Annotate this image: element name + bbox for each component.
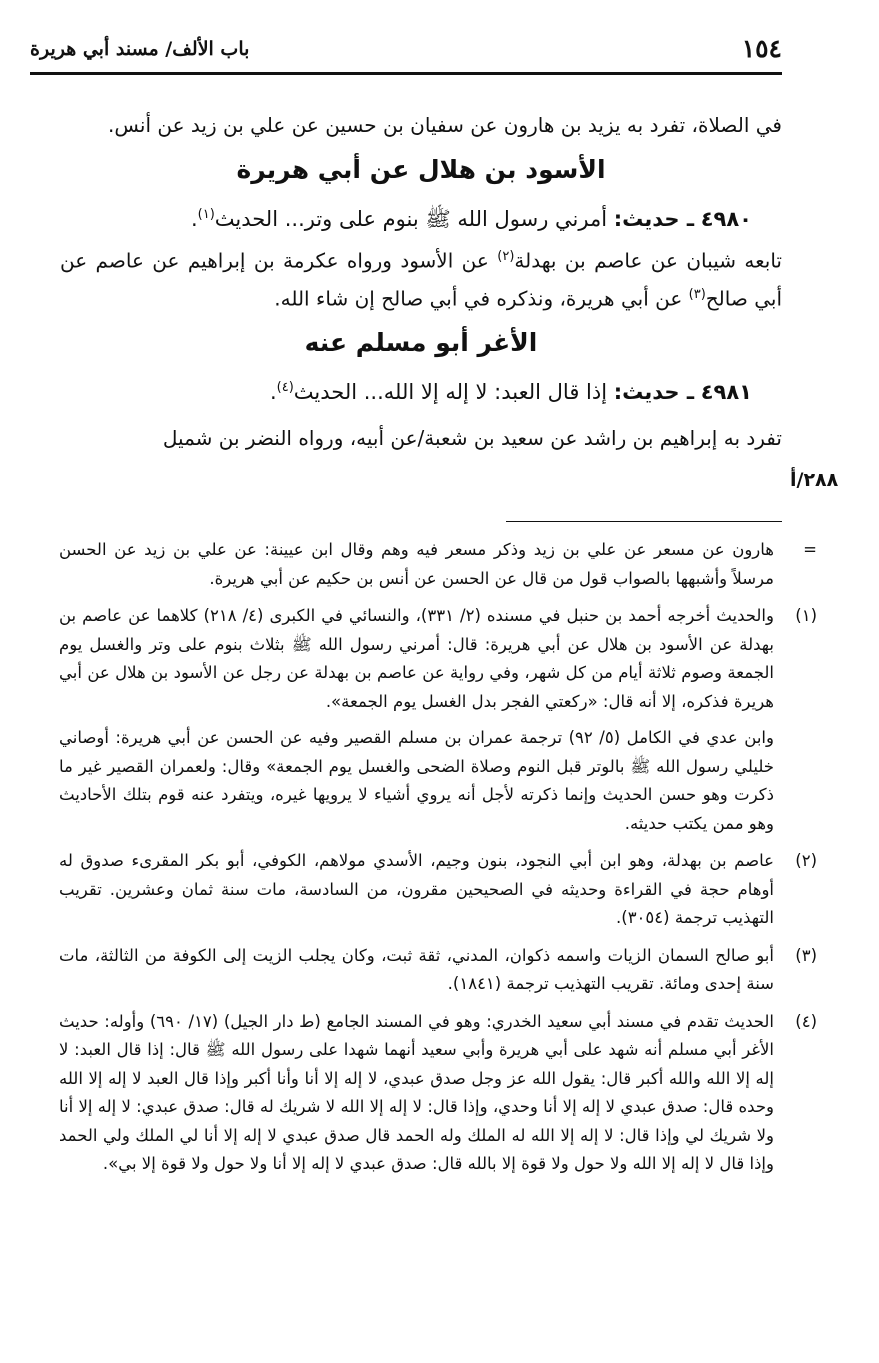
hadith-label: ـ حديث: bbox=[613, 207, 695, 231]
hadith-text: أمرني رسول الله ﷺ بنوم على وتر... الحديث bbox=[214, 207, 608, 231]
chain-text: تابعه شيبان عن عاصم بن بهدلة bbox=[514, 248, 782, 273]
footnote-ref[interactable]: (٤) bbox=[276, 380, 294, 396]
hadith-4981: ٤٩٨١ ـ حديث: إذا قال العبد: لا إله إلا الله... الحديث$^{(٤)}$. bbox=[269, 380, 752, 405]
footnote-text: عاصم بن بهدلة، وهو ابن أبي النجود، بنون وجيم، الأسدي مولاهم، الكوفي، أبو بكر المقرىء صدوق له أوهام حجة في القراءة وحديثه في الصحيحين مقرون، من السادسة، مات سنة ثمان وعشرين. تقريب التهذيب ترجمة (٣٠٥٤). bbox=[59, 851, 774, 927]
page-number: ١٥٤ bbox=[741, 34, 782, 63]
footnotes bbox=[59, 536, 817, 1188]
closing-paragraph: تفرد به إبراهيم بن راشد عن سعيد بن شعبة/عن أبيه، ورواه النضر بن شميل bbox=[162, 426, 782, 451]
footnote-marker: (٢) bbox=[795, 851, 817, 870]
footnote-marker: (١) bbox=[795, 606, 817, 625]
hadith-text: إذا قال العبد: لا إله إلا الله... الحديث bbox=[293, 380, 608, 405]
footnote-ref[interactable]: (٣) bbox=[688, 286, 706, 302]
footnote-marker: (٣) bbox=[795, 945, 817, 965]
footnote-marker: = bbox=[803, 540, 817, 559]
header-rule bbox=[30, 72, 782, 75]
chain-text: عن أبي هريرة، ونذكره في أبي صالح إن شاء الله. bbox=[274, 286, 683, 311]
footnote-marker: (٤) bbox=[795, 1011, 817, 1031]
footnote-ref[interactable]: (١) bbox=[197, 207, 215, 222]
footnote-text: أبو صالح السمان الزيات واسمه ذكوان، المدني، ثقة ثبت، وكان يجلب الزيت إلى الكوفة من الثالثة، مات سنة إحدى ومائة. تقريب التهذيب ترجمة (١٨٤١). bbox=[59, 945, 774, 993]
footnote-rule bbox=[506, 521, 782, 522]
main-text bbox=[60, 108, 782, 455]
hadith-label: ـ حديث: bbox=[613, 380, 695, 405]
hadith-4980: ٤٩٨٠ ـ حديث: أمرني رسول الله ﷺ بنوم على وتر... الحديث$^{(١)}$. bbox=[190, 207, 752, 231]
footnote-text: الحديث تقدم في مسند أبي سعيد الخدري: وهو في المسند الجامع (ط دار الجيل) (١٧/ ٦٩٠) وأوله: حديث الأغر أبي مسلم أنه شهد على أبي هريرة وأبي سعيد أنهما شهدا على رسول الله ﷺ قال: إذا قال العبد: لا إله إلا الله والله أكبر قال: يقول الله عز وجل صدق عبدي، لا إله إلا أنا وأنا أكبر وإذا قال العبد لا إله إلا الله وحده قال: صدق عبدي لا إله إلا أنا وحدي، وإذا قال: لا إله إلا الله لا شريك له قال: صدق عبدي: لا إله إلا أنا ولا شريك لي وإذا قال: لا إله إلا الله له الملك وله الحمد قال صدق عبدي لا إله إلا أنا لي الملك ولي الحمد وإذا قال لا إله إلا الله ولا حول ولا قوة إلا بالله قال: صدق عبدي لا إله إلا أنا ولا حول ولا قوة إلا بي». bbox=[59, 1011, 774, 1173]
hadith-number: ٤٩٨٠ bbox=[700, 207, 752, 231]
footnote-3 bbox=[59, 942, 817, 999]
footnote-2 bbox=[59, 847, 817, 933]
chain-text: عن الأسود ورواه عكرمة بن إبراهيم عن عاصم عن أبي صالح bbox=[60, 248, 782, 311]
footnote-1 bbox=[59, 602, 817, 838]
footnote-continued bbox=[59, 536, 817, 593]
footnote-text: هارون عن مسعر عن علي بن زيد وذكر مسعر فيه وهم وقال ابن عيينة: عن علي بن زيد عن الحسن مرسلاً وأشبهها بالصواب قول من قال عن الحسن عن أنس بن حكيم عن أبي هريرة. bbox=[59, 540, 774, 588]
running-header bbox=[30, 32, 782, 72]
footnote-4 bbox=[59, 1008, 817, 1179]
chain-paragraph bbox=[60, 240, 782, 315]
section-heading-aghar: الأغر أبو مسلم عنه bbox=[304, 328, 538, 358]
opening-paragraph: في الصلاة، تفرد به يزيد بن هارون عن سفيان بن حسين عن علي بن زيد عن أنس. bbox=[108, 113, 782, 137]
section-heading-aswad: الأسود بن هلال عن أبي هريرة bbox=[236, 155, 606, 184]
hadith-number: ٤٩٨١ bbox=[700, 380, 752, 405]
footnote-text: والحديث أخرجه أحمد بن حنبل في مسنده (٢/ ٣٣١)، والنسائي في الكبرى (٤/ ٢١٨) كلاهما عن عاصم بن بهدلة عن الأسود بن هلال عن أبي هريرة: قال: أمرني رسول الله ﷺ بثلاث بنوم على وتر والغسل يوم الجمعة وصوم ثلاثة أيام من كل شهر، وفي رواية عن عاصم بن بهدلة عن رجل عن الأسود بن هلال عن أبي هريرة فذكره، إلا أنه قال: «ركعتي الفجر بدل الغسل يوم الجمعة». bbox=[59, 606, 774, 711]
manuscript-folio-ref: ٢٨٨/أ bbox=[790, 469, 839, 491]
footnote-text: وابن عدي في الكامل (٥/ ٩٢) ترجمة عمران بن مسلم القصير وفيه عن الحسن عن أبي هريرة: أوصاني خليلي رسول الله ﷺ بالوتر قبل النوم وصلاة الضحى والغسل يوم الجمعة» وقال: ولعمران القصير غير ما ذكرت وهو حسن الحديث وإنما ذكرته لأجل أنه يروي أشياء لا يرويها غيره، ويتفرد عنه قوم بتلك الأحاديث وهو ممن يكتب حديثه. bbox=[59, 728, 774, 833]
footnote-ref[interactable]: (٢) bbox=[497, 249, 515, 264]
running-title: باب الألف/ مسند أبي هريرة bbox=[30, 38, 250, 60]
